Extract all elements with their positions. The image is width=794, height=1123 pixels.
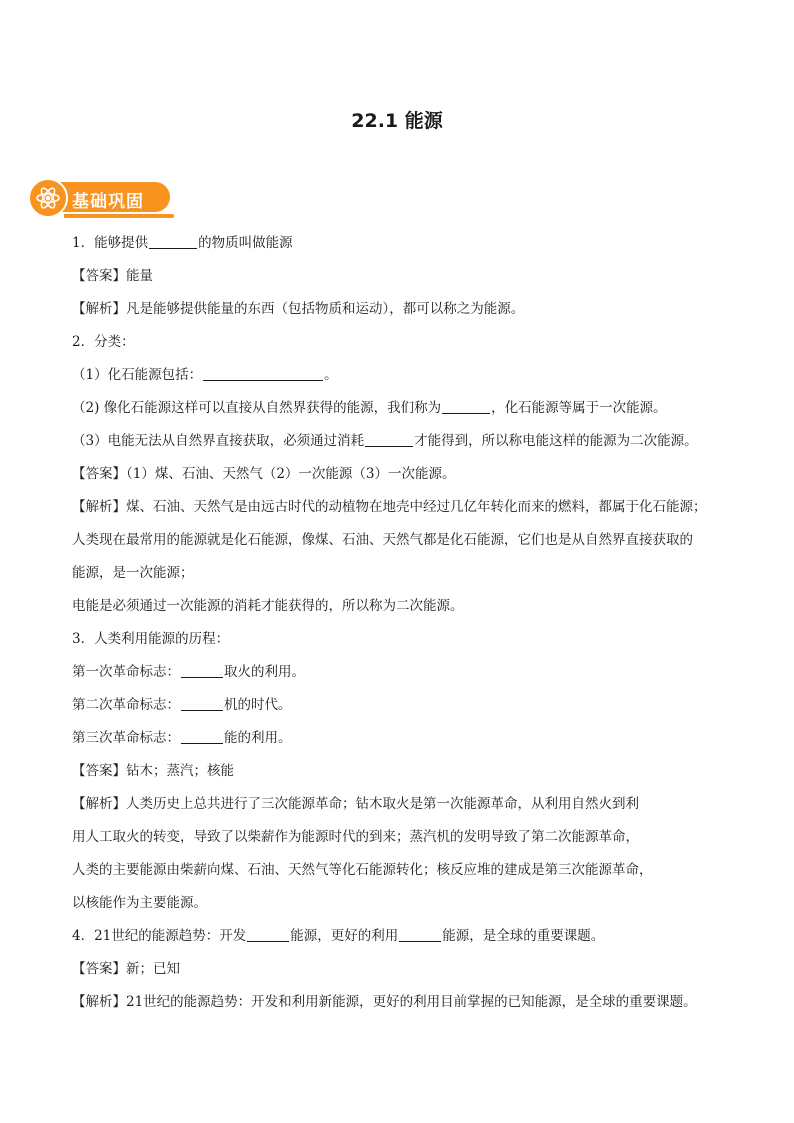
section-label: 基础巩固 — [72, 192, 144, 212]
page-title: 22.1 能源 — [351, 110, 443, 132]
answer-blank — [181, 729, 223, 744]
explanation-3-line: 用人工取火的转变，导致了以柴薪作为能源时代的到来；蒸汽机的发明导致了第二次能源革命， — [72, 829, 639, 845]
section-banner — [28, 178, 170, 218]
question-3-item-3: 第三次革命标志： 能的利用。 — [72, 730, 292, 746]
answer-blank — [203, 366, 323, 381]
answer-blank — [181, 696, 223, 711]
explanation-2-line: 【解析】煤、石油、天然气是由远古时代的动植物在地壳中经过几亿年转化而来的燃料，都属于化石能源； — [72, 499, 707, 515]
answer-blank — [149, 234, 197, 249]
question-1: 1．能够提供 的物质叫做能源 — [72, 235, 293, 251]
explanation-2-line: 能源，是一次能源； — [72, 565, 194, 581]
answer-blank — [181, 663, 223, 678]
question-3-item-2: 第二次革命标志： 机的时代。 — [72, 697, 292, 713]
answer-blank — [365, 432, 413, 447]
explanation-2-line: 人类现在最常用的能源就是化石能源，像煤、石油、天然气都是化石能源，它们也是从自然界直接获取的 — [72, 532, 693, 548]
answer-2: 【答案】（1）煤、石油、天然气（2）一次能源（3）一次能源。 — [72, 466, 456, 482]
question-2: 2．分类： — [72, 334, 135, 350]
answer-1: 【答案】能量 — [72, 268, 153, 284]
explanation-3-line: 以核能作为主要能源。 — [72, 895, 207, 911]
answer-4: 【答案】新；已知 — [72, 961, 180, 977]
question-2-part-2: （2) 像化石能源这样可以直接从自然界获得的能源，我们称为 ，化石能源等属于一次能源。 — [72, 400, 667, 416]
explanation-3-line: 【解析】人类历史上总共进行了三次能源革命；钻木取火是第一次能源革命，从利用自然火到利 — [72, 796, 639, 812]
document-body — [72, 227, 728, 1019]
explanation-4: 【解析】21世纪的能源趋势：开发和利用新能源，更好的利用目前掌握的已知能源，是全球的重要课题。 — [72, 994, 697, 1010]
explanation-1: 【解析】凡是能够提供能量的东西（包括物质和运动），都可以称之为能源。 — [72, 301, 525, 317]
answer-blank — [399, 927, 441, 942]
answer-3: 【答案】钻木；蒸汽；核能 — [72, 763, 234, 779]
answer-blank — [247, 927, 289, 942]
question-2-part-3: （3）电能无法从自然界直接获取，必须通过消耗 才能得到，所以称电能这样的能源为二次能源。 — [72, 433, 698, 449]
question-4: 4．21世纪的能源趋势：开发 能源，更好的利用 能源，是全球的重要课题。 — [72, 928, 605, 944]
question-3: 3．人类利用能源的历程： — [72, 631, 230, 647]
question-2-part-1: （1）化石能源包括： 。 — [72, 367, 338, 383]
explanation-2-line: 电能是必须通过一次能源的消耗才能获得的，所以称为二次能源。 — [72, 598, 464, 614]
answer-blank — [442, 399, 490, 414]
question-3-item-1: 第一次革命标志： 取火的利用。 — [72, 664, 305, 680]
explanation-3-line: 人类的主要能源由柴薪向煤、石油、天然气等化石能源转化；核反应堆的建成是第三次能源革命， — [72, 862, 653, 878]
atom-icon — [28, 178, 68, 218]
